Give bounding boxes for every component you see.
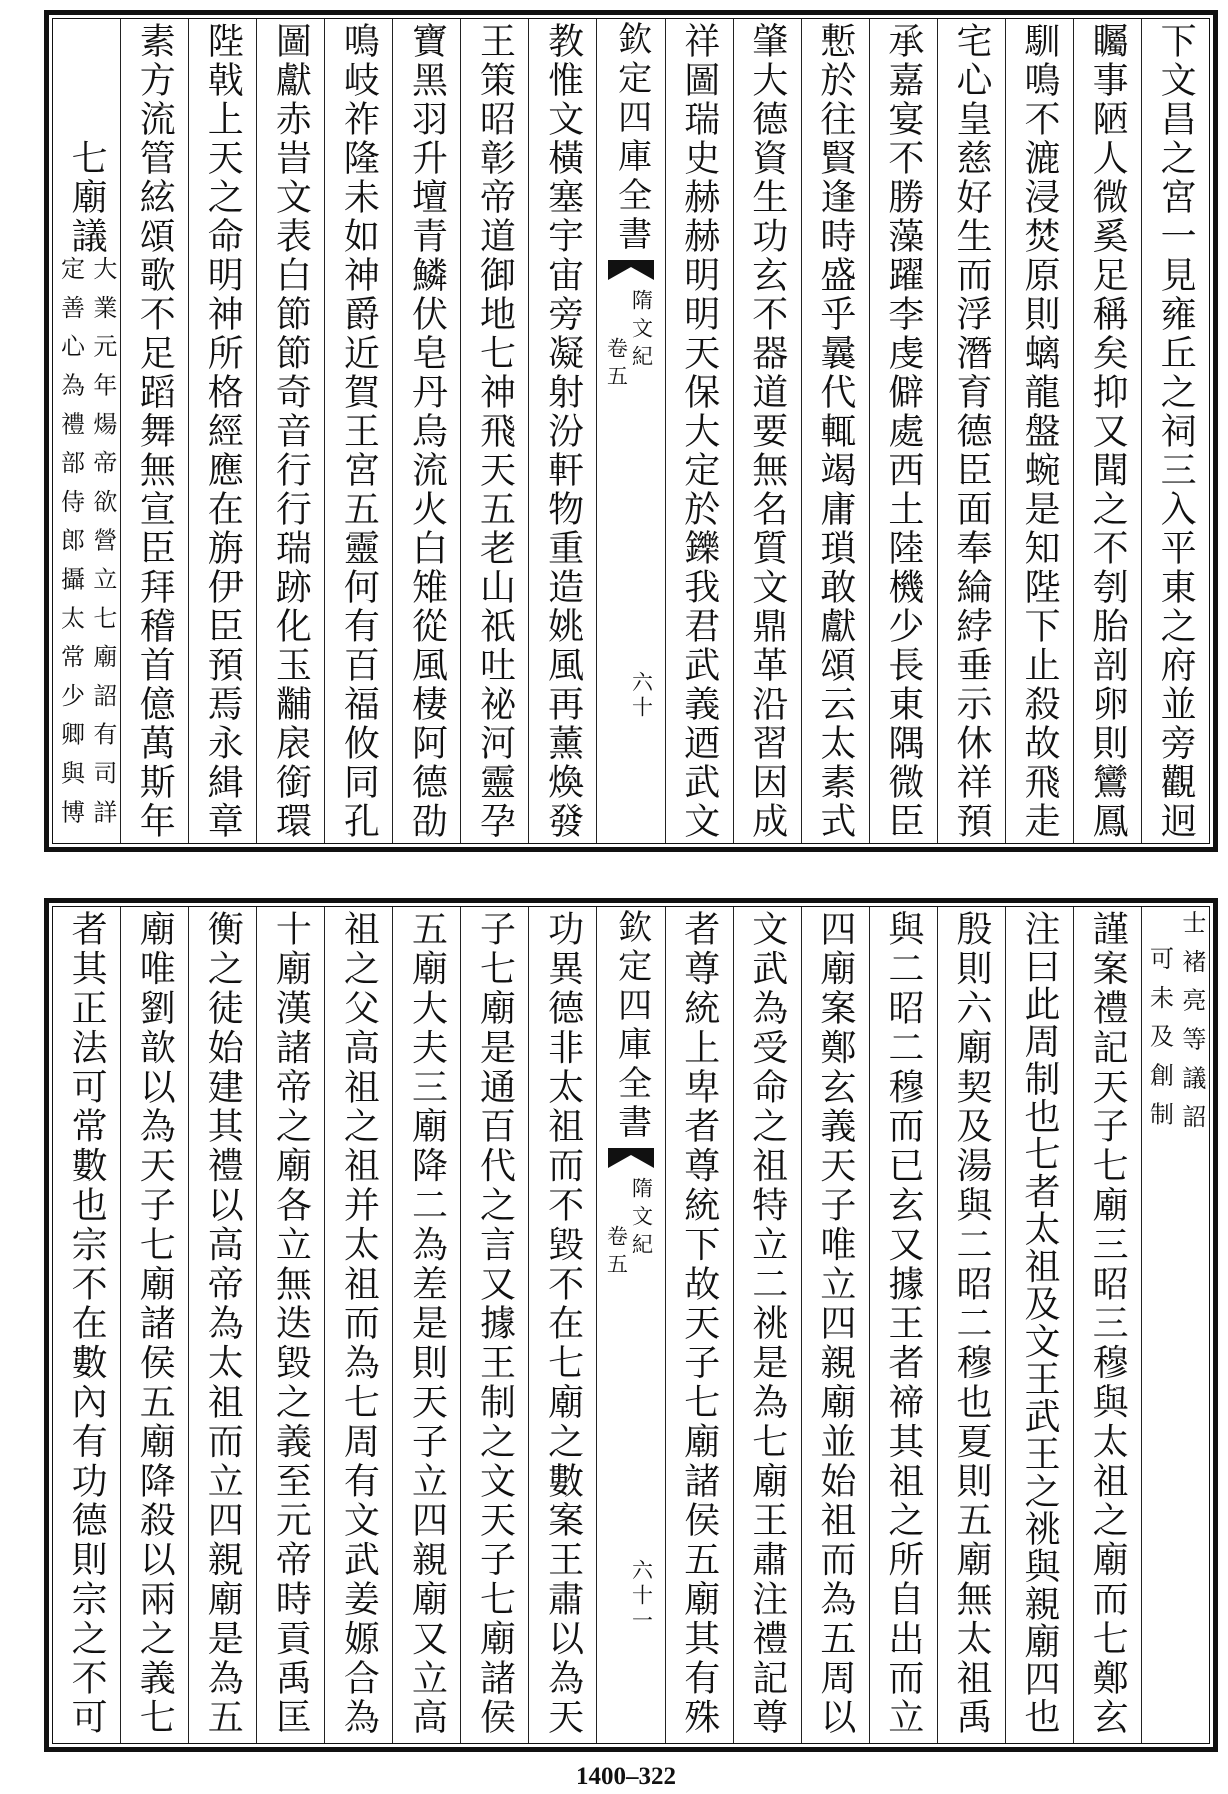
lower-page-frame [44, 898, 1218, 1752]
column-text: 慙於往賢逢時盛乎曩代輒竭庸瑣敢獻頌云太素式 [814, 22, 856, 841]
volume-number: 卷五 [604, 337, 629, 393]
lower-page-grid [52, 906, 1210, 1744]
column-text: 素方流管絃頌歌不足蹈舞無宣臣拜稽首億萬斯年 [134, 22, 176, 841]
text-column [1005, 907, 1073, 1743]
leaf-number: 六十 [629, 671, 654, 721]
text-column [869, 907, 937, 1743]
column-text: 廟唯劉歆以為天子七廟諸侯五廟降殺以兩之義七 [134, 910, 176, 1738]
column-text: 陛戟上天之命明神所格經應在旃伊臣預焉永緝章 [202, 22, 244, 841]
text-column [801, 19, 869, 843]
column-text: 寶黑羽升壇青鱗伏皂丹烏流火白雉從風棲阿德劭 [406, 22, 448, 841]
volume-page-number: 1400–322 [576, 1763, 676, 1790]
column-text: 教惟文橫塞宇宙旁凝射汾軒物重造姚風再薰煥發 [542, 22, 584, 841]
interlinear-annotation [57, 256, 116, 841]
text-column [120, 19, 188, 843]
text-column [1073, 19, 1141, 843]
column-text: 者尊統上卑者尊統下故天子七廟諸侯五廟其有殊 [678, 910, 720, 1738]
column-text: 王策昭彰帝道御地七神飛天五老山祇吐祕河靈孕 [474, 22, 516, 841]
text-column [392, 19, 460, 843]
column-text: 宅心皇慈好生而浮潛育德臣面奉綸綍垂示休祥預 [950, 22, 992, 841]
text-column [937, 907, 1005, 1743]
column-text: 功異德非太祖而不毀不在七廟之數案王肅以為天 [542, 910, 584, 1738]
text-column [120, 907, 188, 1743]
column-text: 者其正法可常數也宗不在數內有功德則宗之不可 [66, 910, 108, 1738]
column-text: 祥圖瑞史赫赫明明天保大定於鑠我君武義迺武文 [678, 22, 720, 841]
text-column [1005, 19, 1073, 843]
text-column [801, 907, 869, 1743]
text-column [937, 19, 1005, 843]
center-fold-column [596, 19, 664, 843]
column-text: 馴鳴不漉浸焚原則螭龍盤蜿是知陛下止殺故飛走 [1019, 22, 1061, 841]
upper-page-frame [44, 10, 1218, 852]
text-column [665, 19, 733, 843]
column-text: 圖獻赤旹文表白節節奇音行行瑞跡化玉黼扆銜環 [270, 22, 312, 841]
leaf-number: 六十一 [629, 1559, 654, 1634]
text-column [324, 19, 392, 843]
fishtail-ornament [608, 1148, 654, 1168]
column-text: 與二昭二穆而已玄又據王者禘其祖之所自出而立 [882, 910, 924, 1738]
text-column [188, 19, 256, 843]
annotation-left-line: 可未及創制 [1145, 946, 1174, 1140]
column-text: 肇大德資生功玄不器道要無名質文鼎革沿習因成 [746, 22, 788, 841]
interlinear-annotation [1146, 910, 1205, 1143]
text-column [528, 19, 596, 843]
book-title: 隋文紀 [629, 289, 654, 373]
annotation-left-line: 定善心為禮部侍郎攝太常少卿與博 [56, 256, 85, 838]
book-title: 隋文紀 [629, 1177, 654, 1261]
column-text: 祖之父高祖之祖并太祖而為七周有文武姜嫄合為 [338, 910, 380, 1738]
text-column [53, 907, 120, 1743]
text-column [1073, 907, 1141, 1743]
text-column [665, 907, 733, 1743]
text-column [392, 907, 460, 1743]
text-column [256, 907, 324, 1743]
text-column [460, 907, 528, 1743]
collection-title: 欽定四庫全書 [611, 21, 652, 255]
annotation-right-line: 大業元年煬帝欲營立七廟詔有司詳 [88, 256, 117, 838]
column-text: 殷則六廟契及湯與二昭二穆也夏則五廟無太祖禹 [950, 910, 992, 1738]
volume-number: 卷五 [604, 1225, 629, 1281]
text-column [733, 907, 801, 1743]
upper-page-grid [52, 18, 1210, 844]
column-text: 四廟案鄭玄義天子唯立四親廟並始祖而為五周以 [814, 910, 856, 1738]
text-column [188, 907, 256, 1743]
section-title: 七廟議 [66, 139, 108, 256]
text-column [1141, 19, 1209, 843]
center-fold-column [596, 907, 664, 1743]
column-text: 鳴岐祚隆未如神爵近賀王宮五靈何有百福攸同孔 [338, 22, 380, 841]
column-text: 十廟漢諸帝之廟各立無迭毀之義至元帝時貢禹匡 [270, 910, 312, 1738]
column-text: 五廟大夫三廟降二為差是則天子立四親廟又立高 [406, 910, 448, 1738]
annotation-column [1141, 907, 1209, 1743]
column-text: 下文昌之宮一見雍丘之祠三入平東之府並旁觀迥 [1155, 22, 1197, 841]
column-text: 文武為受命之祖特立二祧是為七廟王肅注禮記尊 [746, 910, 788, 1738]
text-column [733, 19, 801, 843]
column-text: 注曰此周制也七者太祖及文王武王之祧與親廟四也 [1019, 910, 1061, 1735]
section-heading-column [53, 19, 120, 843]
column-text: 矚事陋人微奚足稱矣抑又聞之不刳胎剖卵則鸞鳳 [1087, 22, 1129, 841]
text-column [869, 19, 937, 843]
column-text: 謹案禮記天子七廟三昭三穆與太祖之廟而七鄭玄 [1087, 910, 1129, 1738]
column-text: 衡之徒始建其禮以高帝為太祖而立四親廟是為五 [202, 910, 244, 1738]
text-column [460, 19, 528, 843]
annotation-right-line: 士褚亮等議詔 [1177, 910, 1206, 1143]
column-text: 承嘉宴不勝藻躍李虔僻處西土陸機少長東隅微臣 [882, 22, 924, 841]
text-column [324, 907, 392, 1743]
text-column [528, 907, 596, 1743]
column-text: 子七廟是通百代之言又據王制之文天子七廟諸侯 [474, 910, 516, 1738]
text-column [256, 19, 324, 843]
fishtail-ornament [608, 260, 654, 280]
collection-title: 欽定四庫全書 [611, 909, 652, 1143]
